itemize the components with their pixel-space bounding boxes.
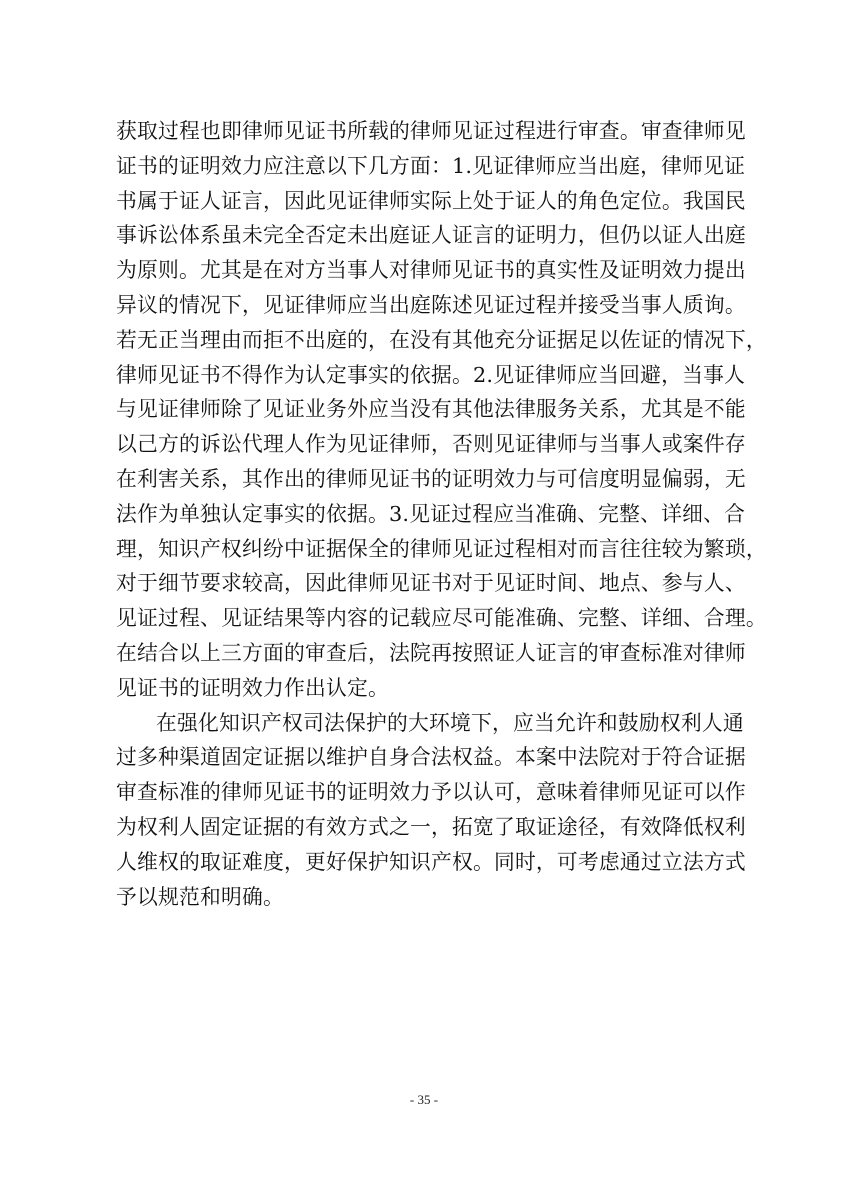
text-line: 书属于证人证言，因此见证律师实际上处于证人的角色定位。我国民 <box>116 188 746 213</box>
paragraph-1 <box>116 114 767 706</box>
text-line: 在结合以上三方面的审查后，法院再按照证人证言的审查标准对律师 <box>116 640 746 665</box>
text-line: 事诉讼体系虽未完全否定未出庭证人证言的证明力，但仍以证人出庭 <box>116 223 746 248</box>
text-line: 予以规范和明确。 <box>116 884 284 909</box>
body-text <box>116 114 767 914</box>
text-line: 以己方的诉讼代理人作为见证律师，否则见证律师与当事人或案件存 <box>116 432 746 457</box>
text-line: 法作为单独认定事实的依据。3.见证过程应当准确、完整、详细、合 <box>116 501 746 526</box>
text-line: 与见证律师除了见证业务外应当没有其他法律服务关系，尤其是不能 <box>116 397 746 422</box>
text-line: 在利害关系，其作出的律师见证书的证明效力与可信度明显偏弱，无 <box>116 466 746 491</box>
text-line: 理，知识产权纠纷中证据保全的律师见证过程相对而言往往较为繁琐， <box>116 536 767 561</box>
text-line: 见证过程、见证结果等内容的记载应尽可能准确、完整、详细、合理。 <box>116 606 767 631</box>
text-line: 律师见证书不得作为认定事实的依据。2.见证律师应当回避，当事人 <box>116 362 746 387</box>
text-line: 为原则。尤其是在对方当事人对律师见证书的真实性及证明效力提出 <box>116 258 746 283</box>
paragraph-2 <box>116 706 746 915</box>
text-line: 在强化知识产权司法保护的大环境下，应当允许和鼓励权利人通 <box>156 710 744 735</box>
text-line: 见证书的证明效力作出认定。 <box>116 675 389 700</box>
text-line: 若无正当理由而拒不出庭的，在没有其他充分证据足以佐证的情况下， <box>116 327 767 352</box>
text-line: 审查标准的律师见证书的证明效力予以认可，意味着律师见证可以作 <box>116 780 746 805</box>
page-number: - 35 - <box>409 1092 439 1107</box>
text-line: 异议的情况下，见证律师应当出庭陈述见证过程并接受当事人质询。 <box>116 292 746 317</box>
text-line: 过多种渠道固定证据以维护自身合法权益。本案中法院对于符合证据 <box>116 745 746 770</box>
text-line: 对于细节要求较高，因此律师见证书对于见证时间、地点、参与人、 <box>116 571 746 596</box>
text-line: 为权利人固定证据的有效方式之一，拓宽了取证途径，有效降低权利 <box>116 814 746 839</box>
text-line: 获取过程也即律师见证书所载的律师见证过程进行审查。审查律师见 <box>116 119 746 143</box>
text-line: 证书的证明效力应注意以下几方面：1.见证律师应当出庭，律师见证 <box>116 153 746 178</box>
text-line: 人维权的取证难度，更好保护知识产权。同时，可考虑通过立法方式 <box>116 849 746 874</box>
